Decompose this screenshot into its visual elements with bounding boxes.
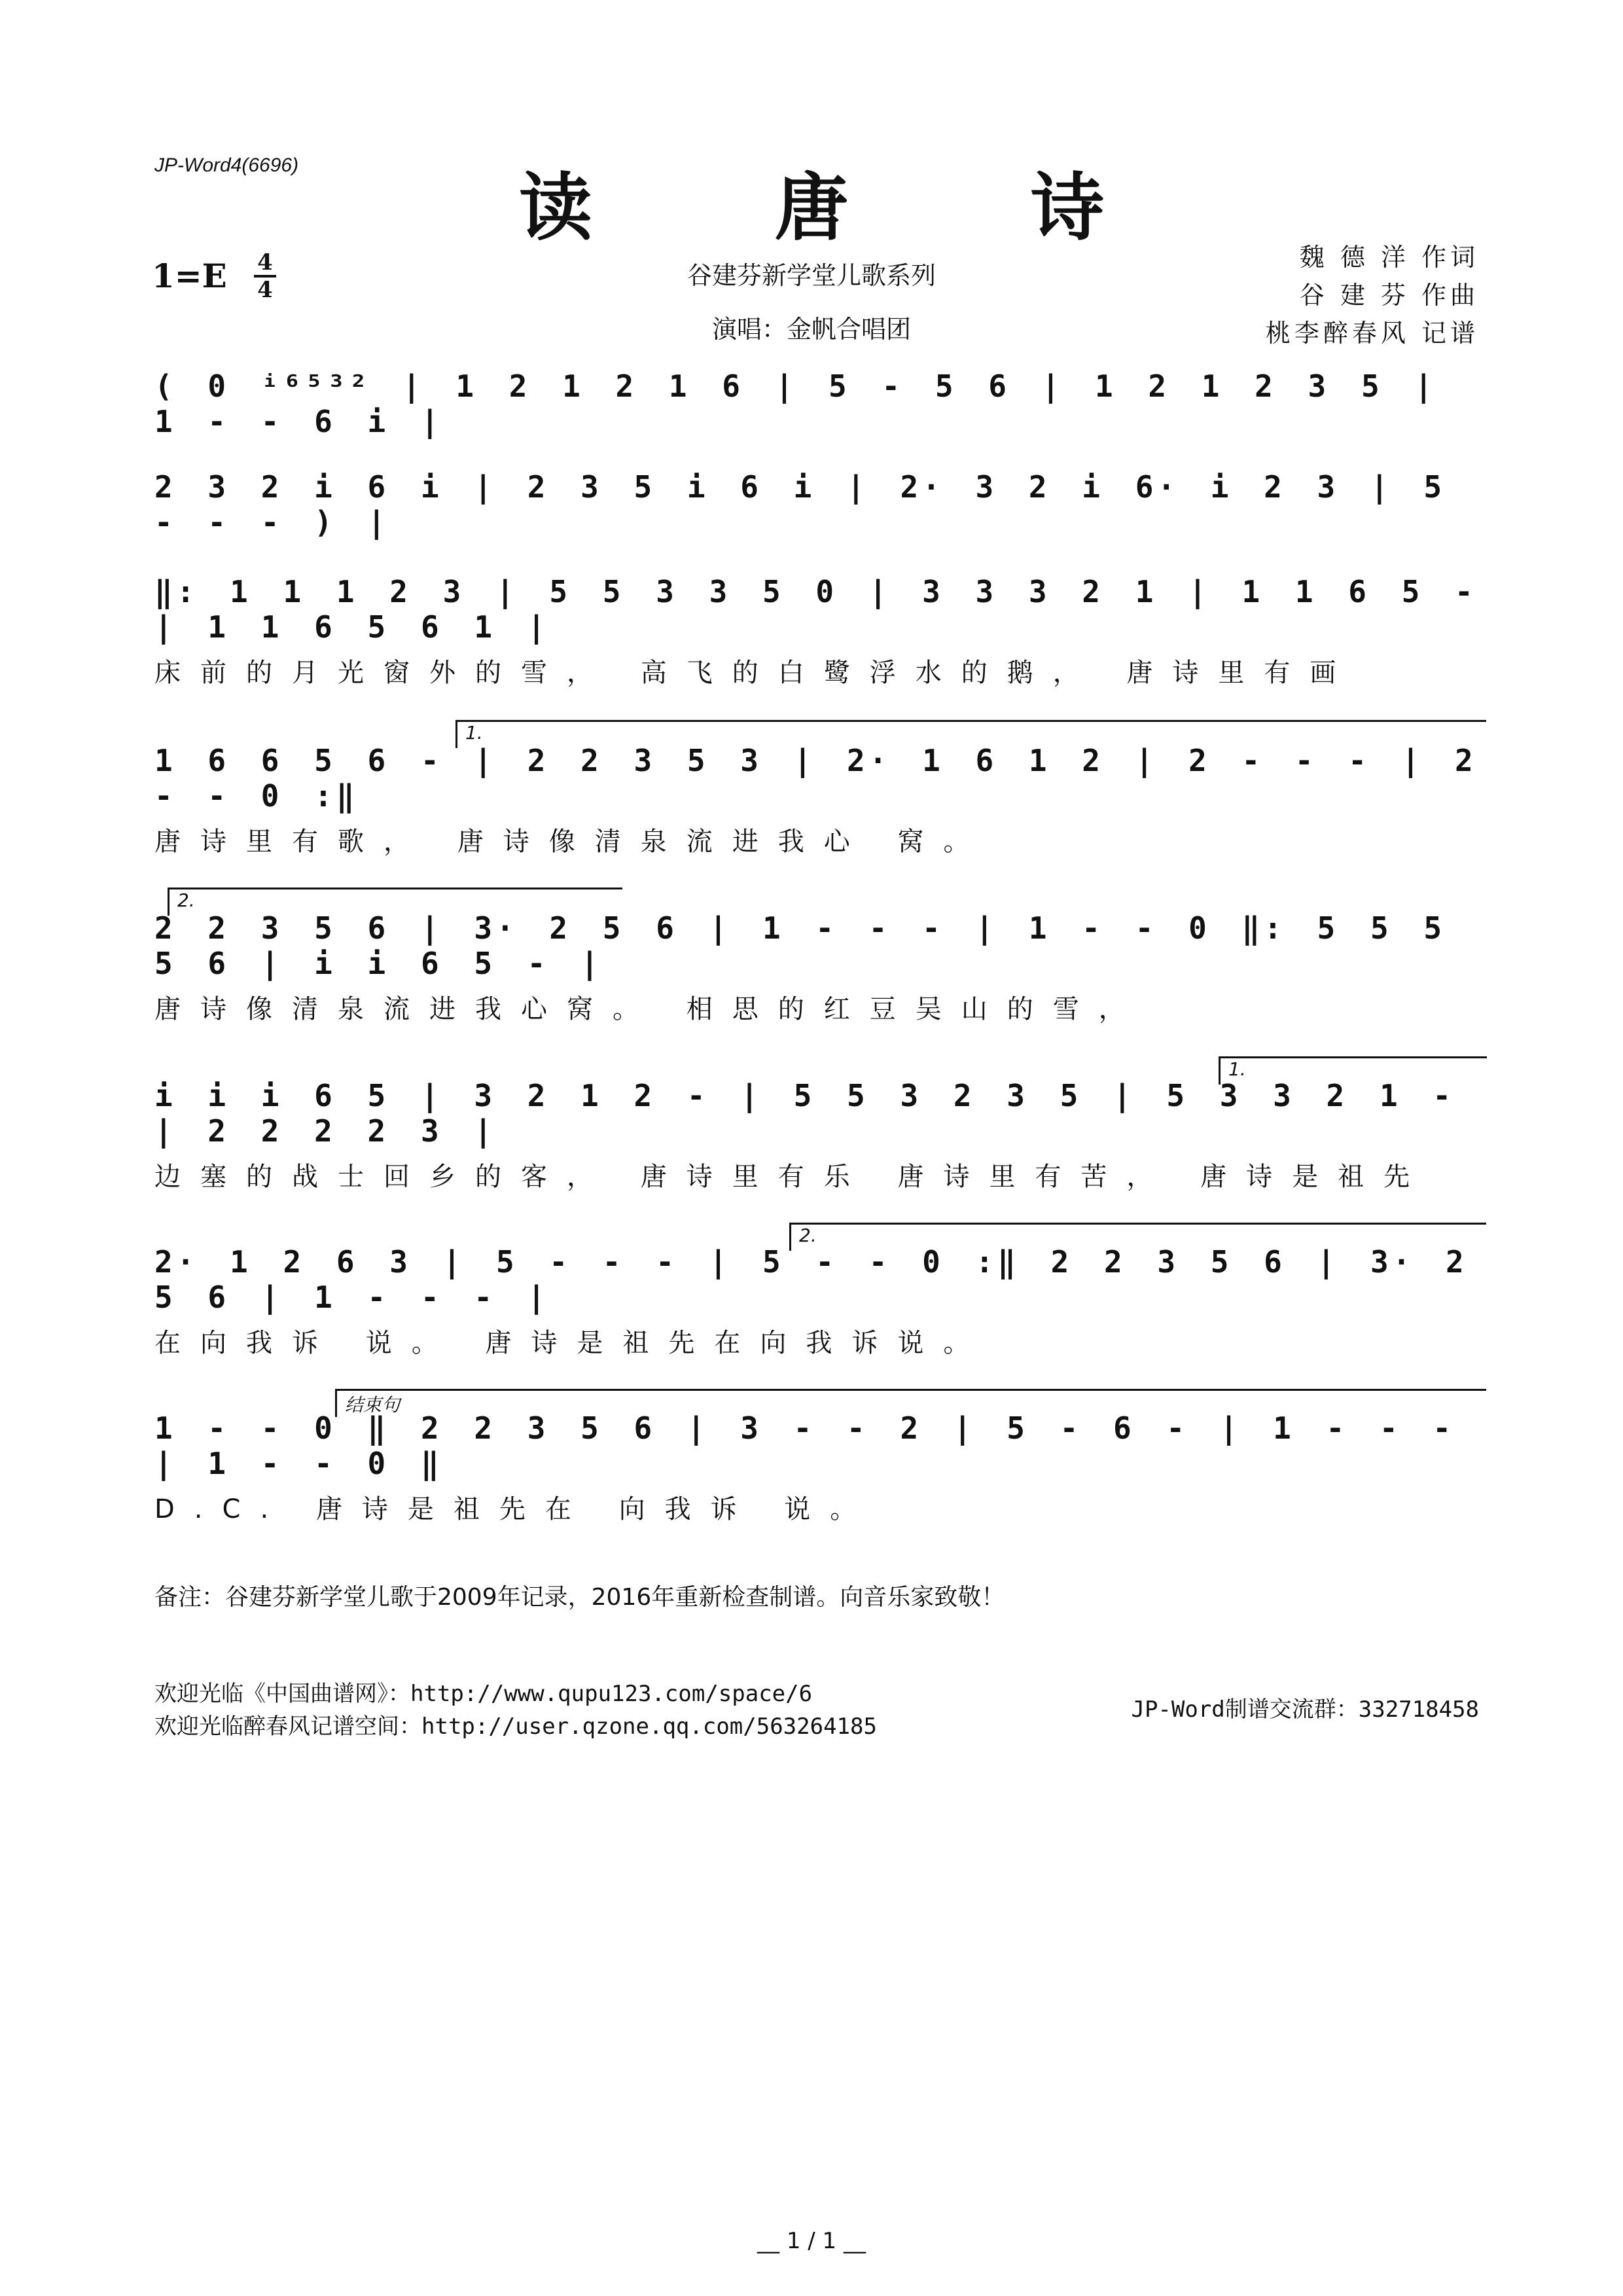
lyricist: 魏 德 洋 作词 (1299, 243, 1479, 272)
footer-group-number: JP-Word制谱交流群：332718458 (1131, 1696, 1479, 1723)
notes-line: i i i 6 5 | 3 2 1 2 - | 5 5 3 2 3 5 | 5 3 3 2 1 - | 2 2 2 2 3 | (154, 1078, 1455, 1149)
score-system-7 (154, 1225, 1479, 1358)
transcriber: 桃李醉春风 记谱 (1265, 319, 1479, 348)
score-system-6 (154, 1058, 1479, 1192)
score-system-2 (154, 469, 1479, 554)
lyrics-line: 在向我诉 说。 唐诗是祖先在向我诉说。 (154, 1328, 990, 1358)
time-signature-bottom: 4 (257, 277, 273, 303)
volta-bracket: 结束句 (335, 1389, 1486, 1417)
notes-line: 2 2 3 5 6 | 3· 2 5 6 | 1 - - - | 1 - - 0 ‖: 5 5 5 5 6 | i i 6 5 - | (154, 910, 1446, 981)
volta-bracket: 1. (1219, 1056, 1487, 1085)
notes-line: ( 0 ⁱ⁶⁵³² | 1 2 1 2 1 6 | 5 - 5 6 | 1 2 1 2 3 5 | 1 - - 6 i | (154, 368, 1437, 439)
volta-bracket: 2. (789, 1223, 1486, 1251)
notes-line: ‖: 1 1 1 2 3 | 5 5 3 3 5 0 | 3 3 3 2 1 | 1 1 6 5 - | 1 1 6 5 6 1 | (154, 574, 1477, 645)
score-system-5 (154, 889, 1479, 1024)
lyrics-line: 床前的月光窗外的雪， 高飞的白鹭浮水的鹅， 唐诗里有画 (154, 658, 1356, 688)
volta-bracket: 2. (168, 888, 622, 916)
key-signature: 1=E (152, 257, 227, 295)
footer-site-link-2[interactable]: 欢迎光临醉春风记谱空间：http://user.qzone.qq.com/563264185 (154, 1713, 877, 1740)
notes-line: 2 3 2 i 6 i | 2 3 5 i 6 i | 2· 3 2 i 6· i 2 3 | 5 - - - ) | (154, 469, 1446, 540)
series-name: 谷建芬新学堂儿歌系列 (687, 261, 936, 290)
remark-note: 备注：谷建芬新学堂儿歌于2009年记录，2016年重新检查制谱。向音乐家致敬！ (154, 1584, 1005, 1611)
song-title: 读 唐 诗 (519, 165, 1183, 251)
notes-line: 1 - - 0 ‖ 2 2 3 5 6 | 3 - - 2 | 5 - 6 - | 1 - - - | 1 - - 0 ‖ (154, 1410, 1455, 1481)
page-number: __ 1 / 1 __ (757, 2228, 866, 2254)
software-tag: JP-Word4(6696) (154, 154, 299, 176)
notes-line: 2· 1 2 6 3 | 5 - - - | 5 - - 0 :‖ 2 2 3 5 6 | 3· 2 5 6 | 1 - - - | (154, 1244, 1468, 1315)
time-signature-top: 4 (257, 249, 273, 276)
performer: 演唱：金帆合唱团 (711, 315, 911, 344)
lyrics-line: 边塞的战士回乡的客， 唐诗里有乐 唐诗里有苦， 唐诗是祖先 (154, 1162, 1430, 1192)
lyrics-line: D.C. 唐诗是祖先在 向我诉 说。 (154, 1494, 876, 1524)
score-system-3 (154, 574, 1479, 688)
footer-site-link-1[interactable]: 欢迎光临《中国曲谱网》：http://www.qupu123.com/space/6 (154, 1681, 813, 1707)
lyrics-line: 唐诗像清泉流进我心窝。 相思的红豆吴山的雪， (154, 994, 1145, 1024)
notes-line: 1 6 6 5 6 - | 2 2 3 5 3 | 2· 1 6 1 2 | 2 - - - | 2 - - 0 :‖ (154, 743, 1477, 814)
score-system-4 (154, 722, 1479, 857)
score-system-8 (154, 1394, 1479, 1524)
volta-bracket: 1. (455, 720, 1486, 748)
score-system-1 (154, 368, 1479, 453)
lyrics-line: 唐诗里有歌， 唐诗像清泉流进我心 窝。 (154, 827, 990, 857)
composer: 谷 建 芬 作曲 (1299, 281, 1479, 310)
